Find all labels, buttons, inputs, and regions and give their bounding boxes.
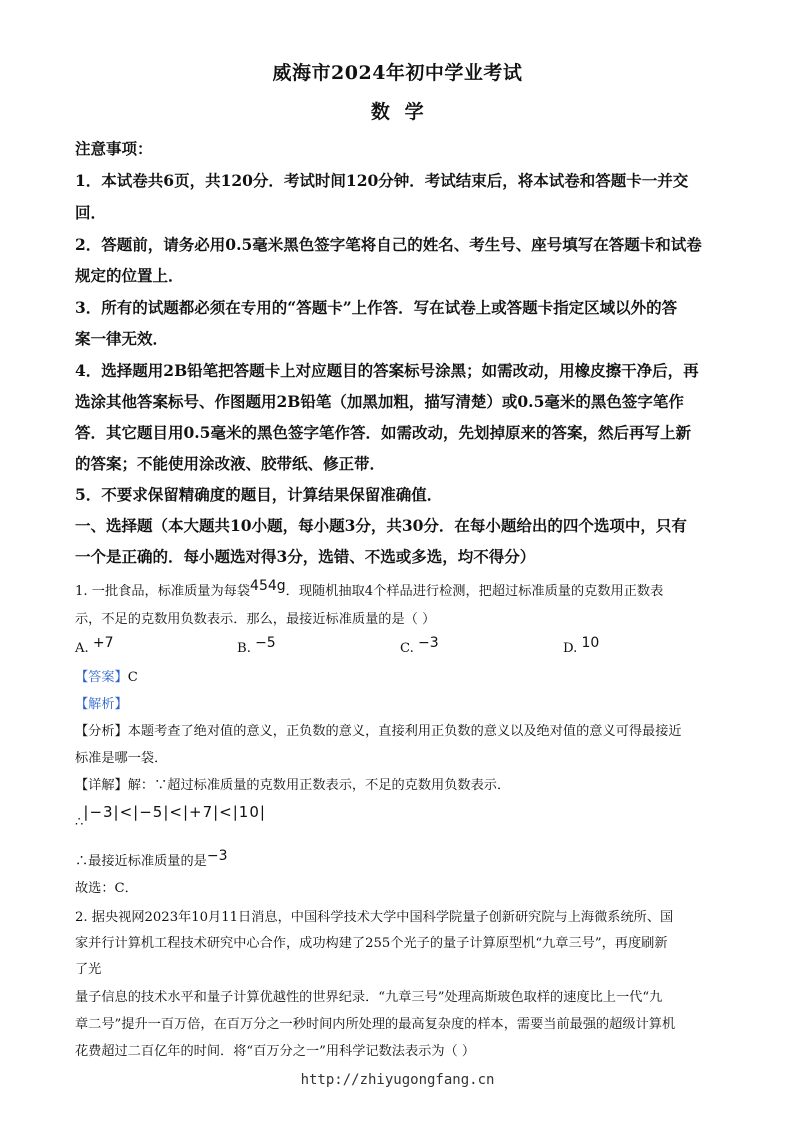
q1-answer (75, 666, 138, 685)
q1-standard-mass: 454g (250, 578, 286, 594)
therefore-symbol: ∴ (75, 815, 84, 830)
note-4-line-3: 答．其它题目用0.5毫米的黑色签字笔作答．如需改动，先划掉原来的答案，然后再写上新 (75, 423, 691, 442)
note-1-line-2: 回． (75, 203, 107, 222)
note-3-line-1: 3．所有的试题都必须在专用的“答题卡”上作答．写在试卷上或答题卡指定区域以外的答 (75, 298, 678, 317)
q1-stem-line-2: 示，不足的克数用负数表示．那么，最接近标准质量的是（ ） (75, 612, 436, 627)
q1-inequality-line (75, 803, 266, 830)
answer-tag: 【答案】 (75, 670, 128, 685)
q1-option-b: B. −5 (237, 635, 276, 656)
note-3-line-2: 案一律无效． (75, 329, 169, 348)
notice-heading: 注意事项： (75, 139, 153, 158)
section-heading-line-2: 一个是正确的．每小题选对得3分，选错、不选或多选，均不得分） (75, 547, 536, 566)
q1-stem-text: 1. 一批食品，标准质量为每袋 (75, 584, 251, 599)
note-4-line-1: 4．选择题用2B铅笔把答题卡上对应题目的答案标号涂黑；如需改动，用橡皮擦干净后，再 (75, 361, 699, 380)
analysis-tag: 【解析】 (75, 697, 128, 712)
exam-subject: 数 学 (370, 101, 425, 123)
q2-line-6: 花费超过二百亿年的时间．将“百万分之一”用科学记数法表示为（ ） (75, 1044, 476, 1059)
abs-value-inequality: |−3|<|−5|<|+7|<|10| (83, 803, 266, 821)
exam-title: 威海市2024年初中学业考试 (272, 62, 523, 84)
q1-fenxi-line-1: 【分析】本题考查了绝对值的意义，正负数的意义，直接利用正负数的意义以及绝对值的意义可得最接近 (75, 724, 682, 739)
q2-line-2: 家并行计算机工程技术研究中心合作，成功构建了255个光子的量子计算原型机“九章三号”，再度刷新 (75, 936, 668, 951)
q1-xiangjie: 【详解】解：∵超过标准质量的克数用正数表示，不足的克数用负数表示． (75, 778, 511, 793)
q1-conclusion: 故选：C． (75, 881, 138, 896)
note-2-line-1: 2．答题前，请务必用0.5毫米黑色签字笔将自己的姓名、考生号、座号填写在答题卡和试卷 (75, 235, 702, 254)
closest-text: ∴最接近标准质量的是 (75, 854, 207, 869)
note-4-line-4: 的答案；不能使用涂改液、胶带纸、修正带． (75, 454, 386, 473)
footer-url[interactable]: http://zhiyugongfang.cn (300, 1072, 495, 1088)
q2-line-1: 2. 据央视网2023年10月11日消息，中国科学技术大学中国科学院量子创新研究院与上海微系统所、国 (75, 910, 674, 925)
q1-closest-line (75, 850, 228, 869)
section-heading-line-1: 一、选择题（本大题共10小题，每小题3分，共30分．在每小题给出的四个选项中，只有 (75, 516, 687, 535)
closest-value: −3 (206, 848, 228, 864)
note-5-line-1: 5．不要求保留精确度的题目，计算结果保留准确值． (75, 485, 443, 504)
q2-line-5: 章二号”提升一百万倍，在百万分之一秒时间内所处理的最高复杂度的样本，需要当前最强的超级计算机 (75, 1017, 676, 1032)
q1-option-c: C. −3 (400, 635, 439, 656)
q2-line-4: 量子信息的技术水平和量子计算优越性的世界纪录．“九章三号”处理高斯玻色取样的速度比上一代“九 (75, 990, 663, 1005)
q1-stem-line-1 (75, 580, 663, 599)
note-1-line-1: 1．本试卷共6页，共120分．考试时间120分钟．考试结束后，将本试卷和答题卡一并交 (75, 171, 689, 190)
q1-stem-text-cont: ．现随机抽取4个样品进行检测，把超过标准质量的克数用正数表 (285, 584, 664, 599)
q1-option-a: A. +7 (75, 635, 114, 656)
note-2-line-2: 规定的位置上． (75, 266, 184, 285)
q1-option-d: D. 10 (563, 635, 600, 656)
q1-fenxi-line-2: 标准是哪一袋． (75, 751, 168, 766)
answer-value: C (127, 670, 138, 685)
note-4-line-2: 选涂其他答案标号、作图题用2B铅笔（加黑加粗，描写清楚）或0.5毫米的黑色签字笔作 (75, 392, 684, 411)
q2-line-3: 了光 (75, 962, 102, 977)
